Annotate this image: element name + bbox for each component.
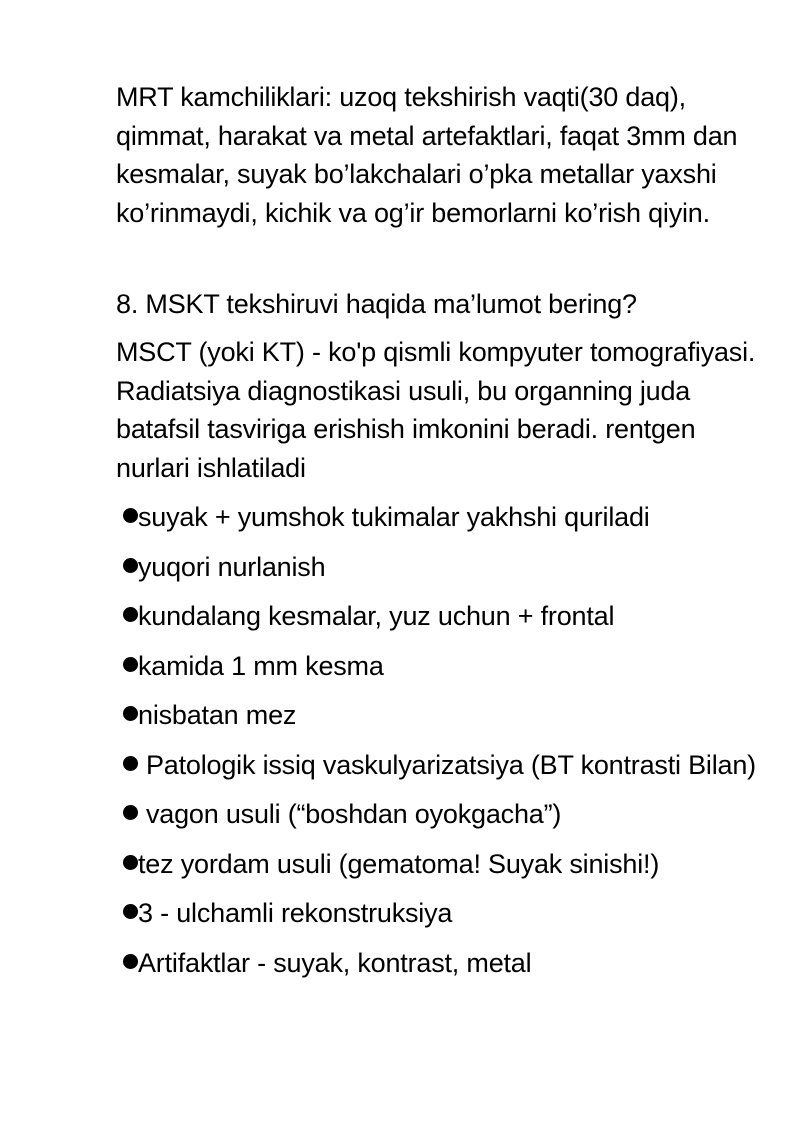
bullet-text: kundalang kesmalar, yuz uchun + frontal: [138, 601, 615, 631]
bullet-text: nisbatan mez: [138, 700, 297, 730]
bullet-list: [116, 498, 756, 993]
bullet-icon: [123, 706, 138, 721]
list-item: [116, 944, 756, 983]
bullet-icon: [123, 607, 138, 622]
list-item: [116, 894, 756, 933]
msct-paragraph: MSCT (yoki KT) - ko'p qismli kompyuter tomografiyasi. Radiatsiya diagnostikasi usuli, bu organning juda batafsil tasviriga erishish imkonini beradi. rentgen nurlari ishlatiladi: [116, 337, 756, 483]
bullet-icon: [123, 904, 138, 919]
bullet-text: Artifaktlar - suyak, kontrast, metal: [138, 947, 532, 978]
bullet-icon: [123, 657, 138, 672]
bullet-icon: [123, 855, 138, 870]
list-item: [116, 795, 756, 834]
bullet-text: suyak + yumshok tukimalar yakhshi quriladi: [138, 502, 650, 532]
list-item: [116, 696, 756, 735]
question-heading: 8. MSKT tekshiruvi haqida ma’lumot bering?: [116, 289, 637, 319]
bullet-icon: [123, 805, 138, 820]
list-item: [116, 845, 756, 884]
list-item: [116, 647, 756, 686]
bullet-icon: [123, 508, 138, 523]
bullet-icon: [123, 756, 138, 771]
bullet-text: Patologik issiq vaskulyarizatsiya (BT kontrasti Bilan): [146, 749, 756, 780]
bullet-text: yuqori nurlanish: [138, 551, 326, 582]
bullet-icon: [123, 954, 138, 969]
list-item: [116, 597, 756, 636]
bullet-text: 3 - ulchamli rekonstruksiya: [138, 898, 453, 928]
mrt-paragraph: MRT kamchiliklari: uzoq tekshirish vaqti(30 daq), qimmat, harakat va metal artefaktlari, faqat 3mm dan kesmalar, suyak bo’lakchalari o’pka metallar yaxshi ko’rinmaydi, kichik va og’ir bemorlarni ko’rish qiyin.: [116, 82, 738, 228]
list-item: [116, 498, 756, 537]
bullet-text: tez yordam usuli (gematoma! Suyak sinishi!): [138, 848, 660, 879]
list-item: [116, 746, 756, 785]
bullet-text: kamida 1 mm kesma: [138, 650, 384, 681]
bullet-icon: [123, 558, 138, 573]
bullet-text: vagon usuli (“boshdan oyokgacha”): [146, 799, 562, 829]
list-item: [116, 548, 756, 587]
